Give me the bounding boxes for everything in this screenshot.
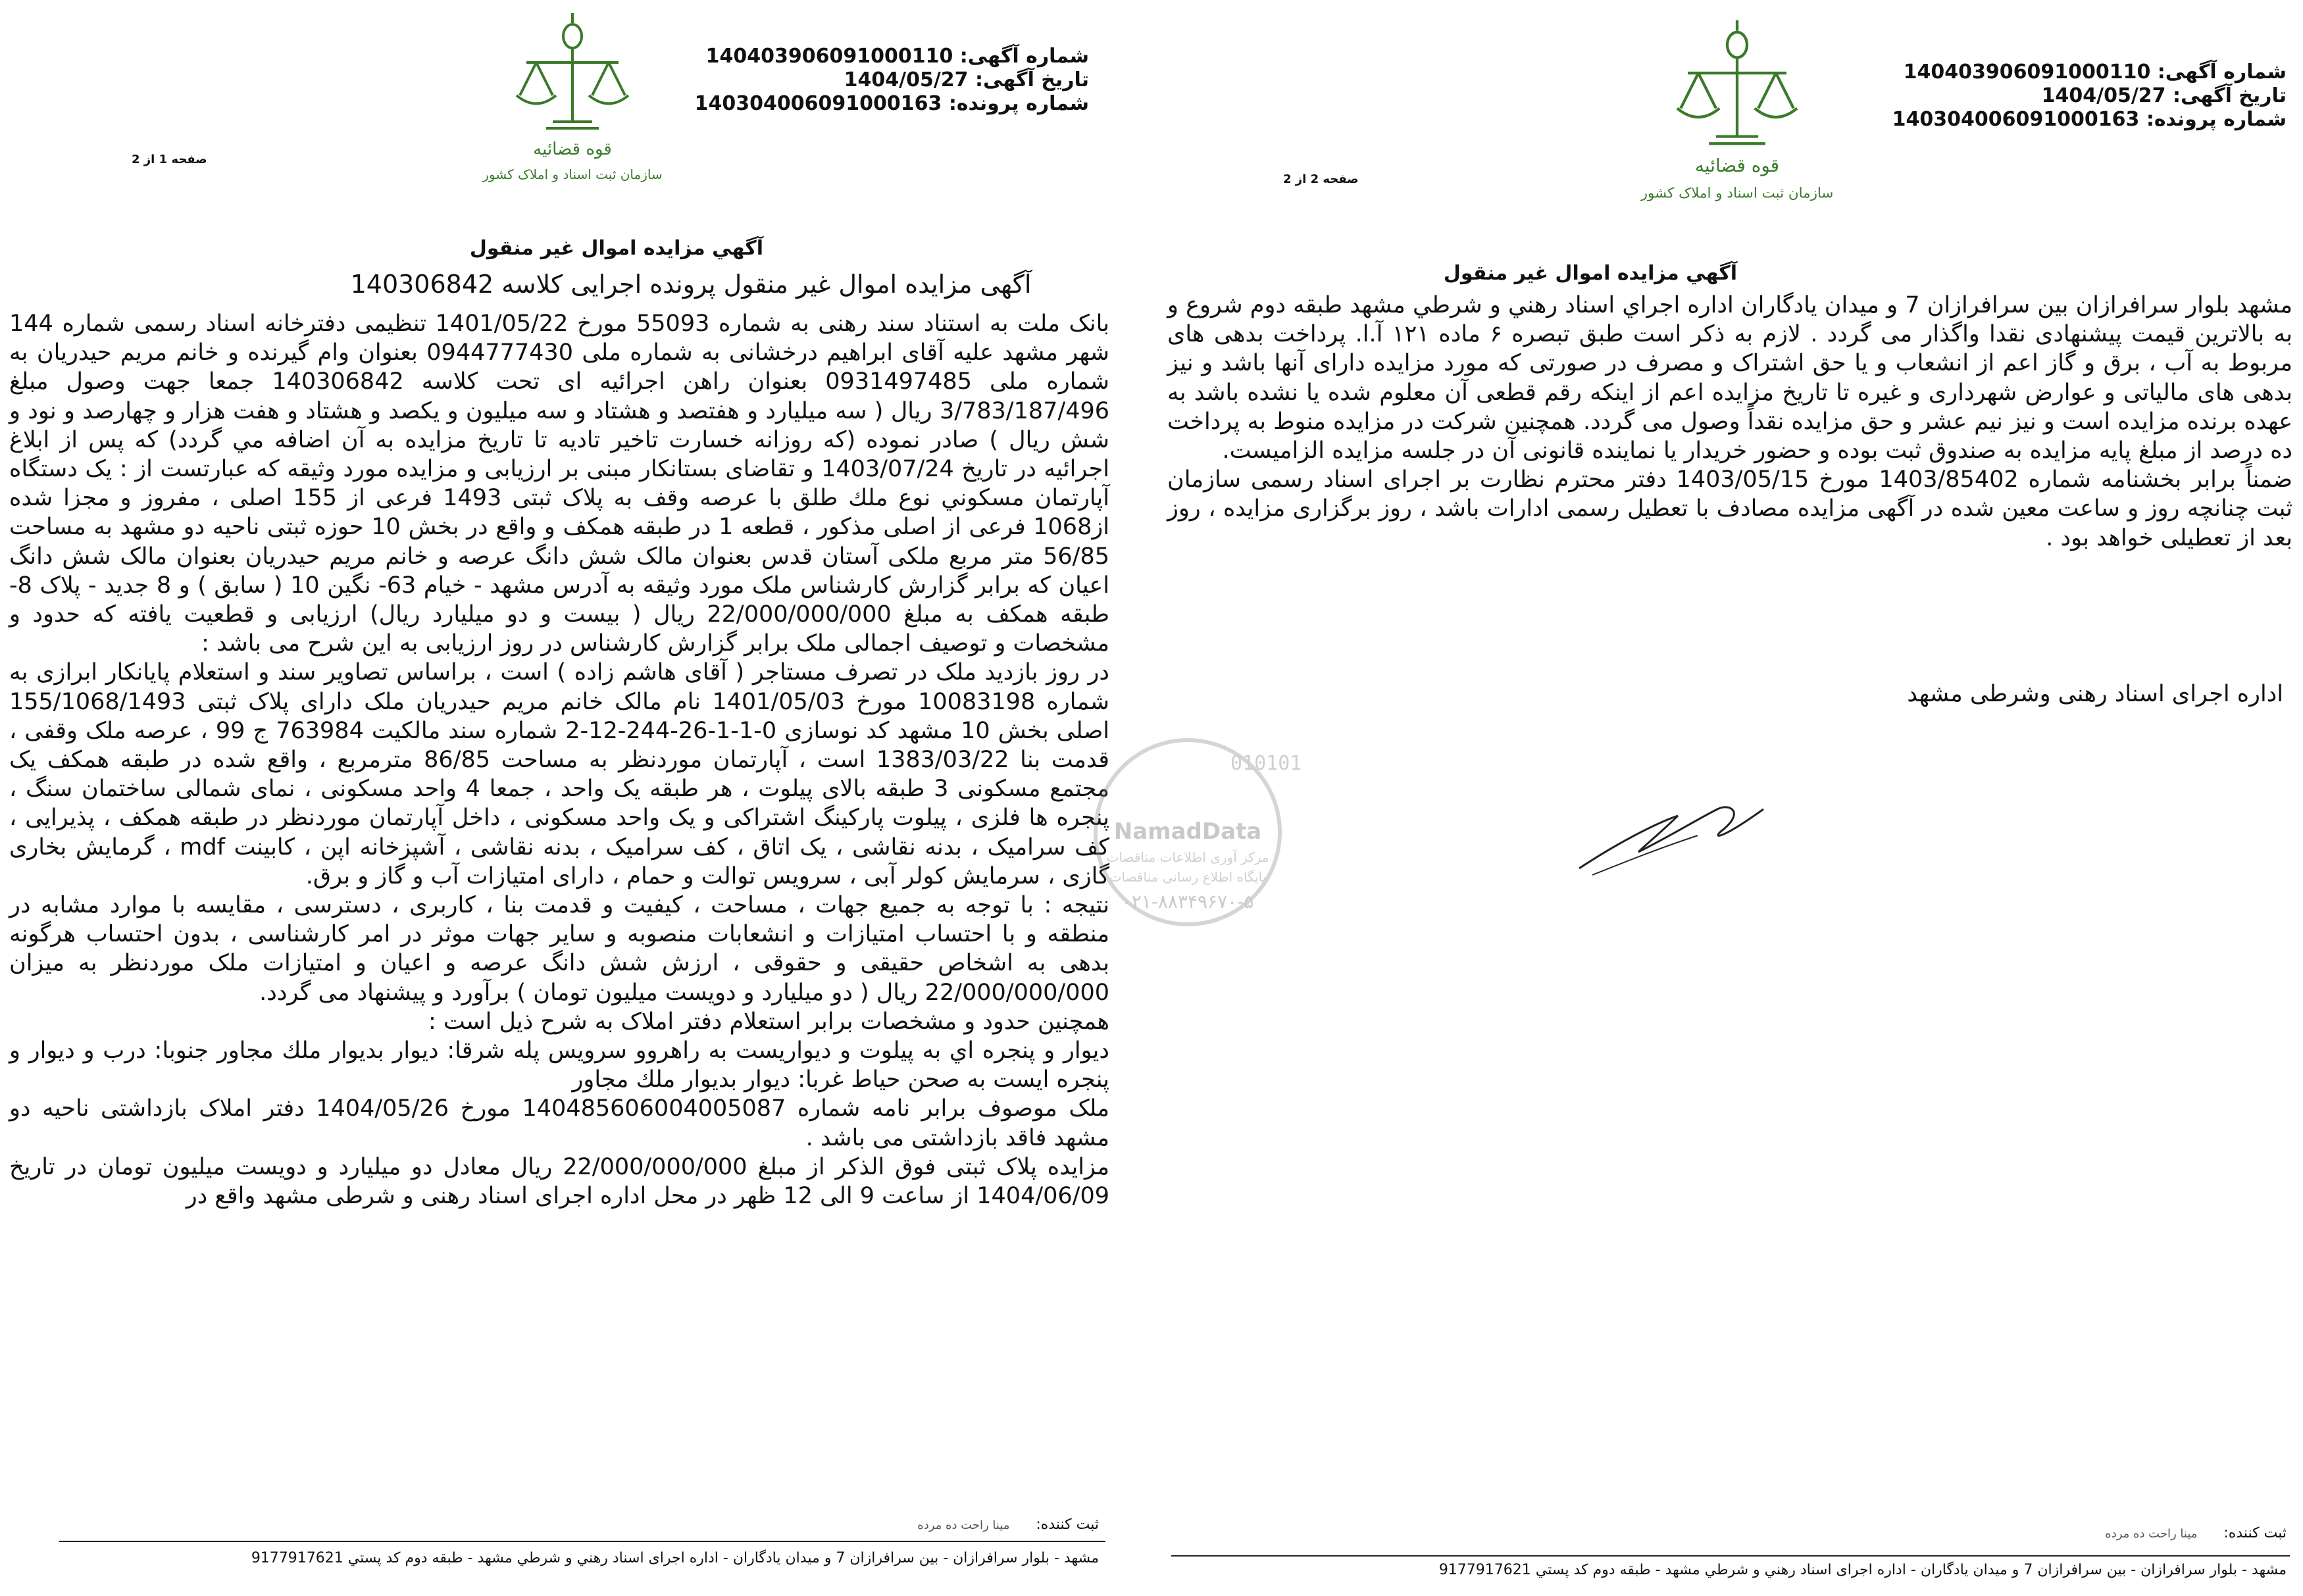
notice-number: شماره آگهی: 140403906091000110 bbox=[705, 45, 1089, 68]
footer-divider bbox=[59, 1541, 1105, 1542]
emblem-sublabel: سازمان ثبت اسناد و املاک کشور bbox=[482, 166, 663, 182]
notice-date: تاریخ آگهی: 1404/05/27 bbox=[2041, 84, 2287, 107]
case-number: شماره پرونده: 140304006091000163 bbox=[694, 92, 1089, 115]
notice-header bbox=[1892, 61, 2287, 132]
paragraph-boundaries-intro: همچنین حدود و مشخصات برابر استعلام دفتر املاک به شرح ذیل است : bbox=[428, 1008, 1109, 1035]
notice-number: شماره آگهی: 140403906091000110 bbox=[1903, 61, 2287, 84]
registrar-name: مینا راحت ده مرده bbox=[2105, 1527, 2198, 1541]
paragraph-description: در روز بازدید ملک در تصرف مستاجر ( آقای هاشم زاده ) است ، براساس تصاویر سند و استعلام پایانکار ابرازی به شماره 10083198 مورخ 1401/05/03 نام مالک خانم مریم حیدریان ملک دارای پلاک ثبتی 155/1068/1493 اصلی بخش 10 مشهد کد نوسازی 0-1-1-26-244-12-2 شماره سند مالکیت 763984 ج 99 ، عرصه ملک وقفی ، قدمت بنا 1383/03/22 است ، آپارتمان موردنظر به مساحت 86/85 مترمربع ، واقع شده در طبقه همکف یک مجتمع مسکونی 3 طبقه بالای پیلوت ، هر طبقه یک واحد ، جمعا 4 واحد مسکونی ، نمای شمالی ساختمان سنگ ، پنجره ها فلزی ، پیلوت پارکینگ اشتراکی و یک واحد مسکونی ، داخل آپارتمان موردنظر در طبقه همکف ، پذیرایی ، کف سرامیک ، بدنه نقاشی ، یک اتاق ، کف سرامیک ، بدنه نقاشی ، آشپزخانه اپن ، کابینت mdf ، گرمایش بخاری گازی ، سرمایش کولر آبی ، سرویس توالت و حمام ، دارای امتیازات آب و گاز و برق. bbox=[9, 659, 1110, 889]
page-1 bbox=[0, 0, 1119, 1596]
notice-body bbox=[9, 309, 1109, 1210]
page-number: صفحه 2 از 2 bbox=[1283, 172, 1359, 186]
stamp-brand: NamadData bbox=[1113, 818, 1262, 845]
emblem-sublabel: سازمان ثبت اسناد و املاک کشور bbox=[1640, 185, 1834, 202]
judiciary-emblem-icon bbox=[1640, 13, 1834, 211]
paragraph-auction-terms: مزایده پلاک ثبتی فوق الذکر از مبلغ 22/000/000/000 ریال معادل دو میلیارد و دویست میلیون تومان در تاریخ 1404/06/09 از ساعت 9 الی 12 ظهر در محل اداره اجرای اسناد رهنی و شرطی مشهد واقع در bbox=[9, 1153, 1109, 1210]
paragraph-holiday-rule: ضمناً برابر بخشنامه شماره 1403/85402 مورخ 1403/05/15 دفتر محترم نظارت بر اجرای اسناد رسمی سازمان ثبت چنانچه روز و ساعت معین شده در آگهی مزایده مصادف با تعطیل رسمی ادارات باشد ، روز برگزاری مزایده ، روز بعد از تعطیلی خواهد بود . bbox=[1167, 466, 2292, 551]
emblem-label: قوه قضائیه bbox=[1694, 155, 1780, 177]
notice-subtitle: آگهی مزایده اموال غیر منقول پرونده اجرایی کلاسه 140306842 bbox=[350, 270, 1032, 299]
judiciary-emblem-icon bbox=[482, 7, 663, 191]
paragraph-auction-location: مشهد بلوار سرافرازان بین سرافرازان 7 و میدان یادگاران اداره اجراي اسناد رهني و شرطي مشهد طبقه دوم شروع و به بالاترین قیمت پیشنهادی نقدا واگذار می گردد . لازم به ذکر است طبق تبصره ۶ ماده ۱۲۱ آ.ا. پرداخت بدهی های مربوط به آب ، برق و گاز اعم از انشعاب و یا حق اشتراک و مصرف در صورتی که مورد مزایده دارای آنها باشد و نیز بدهی های مالیاتی و عوارض شهرداری و غیره تا تاریخ مزایده اعم از اینکه رقم قطعی آن معلوم شده یا نشده باشد به عهده برنده مزایده است و نیز نیم عشر و حق مزایده نقداً وصول می گردد. همچنین شرکت در مزایده منوط به پرداخت ده درصد از مبلغ پایه مزایده به صندوق ثبت بوده و حضور خریدار یا نماینده قانونی آن در جلسه مزایده الزامیست. bbox=[1167, 292, 2293, 464]
stamp-line1: مرکز آوری اطلاعات مناقصات bbox=[1106, 849, 1269, 865]
paragraph-boundaries: دیوار و پنجره اي به پیلوت و دیواریست به راهروو سرویس پله شرقا: دیوار بدیوار ملك مجاور جنوبا: درب و دیوار و پنجره ایست به صحن حیاط غربا: دیوار بدیوار ملك مجاور bbox=[9, 1037, 1109, 1093]
paragraph-seizure: ملک موصوف برابر نامه شماره 14048560600400508​7 مورخ 1404/05/26 دفتر املاک بازداشتی ناحیه دو مشهد فاقد بازداشتی می باشد . bbox=[9, 1095, 1110, 1151]
notice-body bbox=[1167, 291, 2292, 553]
stamp-phone: ۰۲۱-۸۸۳۴۹۶۷۰-۵ bbox=[1121, 891, 1254, 912]
case-number: شماره پرونده: 140304006091000163 bbox=[1892, 108, 2287, 131]
notice-header bbox=[694, 45, 1089, 116]
signature-icon bbox=[1566, 783, 1816, 888]
registrar-label: ثبت کننده: bbox=[2223, 1525, 2287, 1541]
footer-divider bbox=[1171, 1555, 2290, 1557]
notice-title: آگهي مزايده اموال غير منقول bbox=[469, 237, 763, 260]
notice-title: آگهي مزايده اموال غير منقول bbox=[1443, 262, 1737, 285]
footer-address: مشهد - بلوار سرافرازان - بین سرافرازان 7 و میدان یادگاران - اداره اجرای اسناد رهني و شرطي مشهد - طبقه دوم کد پستي 9177917621 bbox=[251, 1550, 1099, 1566]
registrar-label: ثبت کننده: bbox=[1036, 1516, 1099, 1533]
paragraph-claim: بانک ملت به استناد سند رهنی به شماره 55093 مورخ 1401/05/22 تنظیمی دفترخانه اسناد رسمی شماره 144 شهر مشهد علیه آقای ابراهیم درخشانی به شماره ملی 0944777430 بعنوان وام گیرنده و خانم مریم حیدریان به شماره ملی 0931497485 بعنوان راهن اجرائیه ای تحت کلاسه 140306842 جمعا جهت وصول مبلغ 3/783/187/496 ریال ( سه میلیارد و هفتصد و هشتاد و سه میلیون و یکصد و هشتاد و هفت هزار و چهارصد و نود و شش ریال ) صادر نموده (که روزانه خسارت تاخیر تادیه تا تاریخ مزایده به آن اضافه مي گردد) که پس از ابلاغ اجرائیه در تاریخ 1403/07/24 و تقاضای بستانکار مبنی بر ارزیابی و مزایده مورد وثیقه که عبارتست از : یک دستگاه آپارتمان مسکوني نوع ملك طلق با عرصه وقف به پلاک ثبتی 1493 فرعی از 155 اصلی ، مفروز و مجزا شده از1068 فرعی از اصلی مذکور ، قطعه 1 در طبقه همکف و واقع در بخش 10 حوزه ثبتی ناحیه دو مشهد به مساحت 56/85 متر مربع ملکی آستان قدس بعنوان مالک شش دانگ عرصه و خانم مریم حیدریان بعنوان مالک شش دانگ اعیان که برابر گزارش کارشناس ملک مورد وثیقه به آدرس مشهد - خیام 63- نگین 10 ( سابق ) و 8 جدید - پلاک 8- طبقه همکف به مبلغ 22/000/000/000 ریال ( بیست و دو میلیارد ریال) ارزیابی و قطعیت یافته که حدود و مشخصات و توصیف اجمالی ملک برابر گزارش کارشناس در روز ارزیابی به این شرح می باشد : bbox=[9, 311, 1110, 657]
registrar bbox=[2105, 1525, 2287, 1541]
stamp-line2: پایگاه اطلاع رسانی مناقصات bbox=[1109, 869, 1267, 885]
page-number: صفحه 1 از 2 bbox=[132, 153, 207, 166]
registrar-name: مینا راحت ده مرده bbox=[917, 1518, 1010, 1532]
notice-date: تاریخ آگهی: 1404/05/27 bbox=[844, 68, 1089, 91]
registrar bbox=[917, 1516, 1099, 1533]
stamp-numbers: 010101 bbox=[1230, 752, 1302, 775]
paragraph-result: نتیجه : با توجه به جمیع جهات ، مساحت ، کیفیت و قدمت بنا ، کاربری ، دسترسی ، مقایسه با موارد مشابه در منطقه و با احتساب امتیازات و انشعابات منصوبه و سایر جهات موثر در امر کارشناسی ، بدون احتساب هرگونه بدهی به اشخاص حقیقی و حقوقی ، ارزش شش دانگ عرصه و اعیان و امتیازات ملک موردنظر به میزان 22/000/000/000 ریال ( دو میلیارد و دویست میلیون تومان ) برآورد و پیشنهاد می گردد. bbox=[9, 892, 1109, 1006]
page-2 bbox=[1158, 0, 2303, 1596]
emblem-label: قوه قضائیه bbox=[533, 139, 612, 159]
footer-address: مشهد - بلوار سرافرازان - بین سرافرازان 7 و میدان یادگاران - اداره اجرای اسناد رهني و شرطي مشهد - طبقه دوم کد پستي 9177917621 bbox=[1438, 1562, 2287, 1578]
issuing-office: اداره اجرای اسناد رهنی وشرطی مشهد bbox=[1907, 681, 2283, 707]
